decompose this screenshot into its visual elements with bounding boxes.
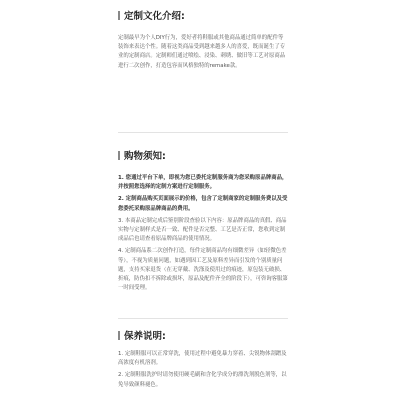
purchase-notice-item: 3. 本商品定制完成后鉴别阶段查验以下内容：原品牌商品的真假、商品实物与定制样式是否一致、配件是否完整、工艺是否正常，您收到定制成品后也请查看原品牌商品的使用情况。 xyxy=(118,217,287,243)
purchase-notice-list xyxy=(118,174,288,293)
section-divider xyxy=(118,132,288,133)
purchase-notice-item-emphasis: 2. 定制商品购买页面展示的价格，包含了定制商家的定制服务费以及受您委托采购原品牌商品的费用。 xyxy=(118,196,288,212)
purchase-notice-section xyxy=(118,148,288,296)
care-guide-item: 2. 定制鞋服洗护时请勿使用硬毛刷和含化学成分的漂洗剂脱色剂等，以免导致颜料褪色。 xyxy=(118,372,287,388)
customize-intro-section xyxy=(118,8,288,71)
care-guide-item: 1. 定制鞋服可以正常穿洗，使用过程中避免暴力穿着、尖锐物体刮蹭及高浓度有机溶剂。 xyxy=(118,351,287,367)
title-accent-bar xyxy=(118,331,120,340)
purchase-notice-item xyxy=(118,174,288,192)
care-guide-list xyxy=(118,350,288,390)
care-guide-section xyxy=(118,328,288,393)
customize-intro-title xyxy=(118,8,288,22)
purchase-notice-item: 4. 定制商品系二次创作打造，每件定制商品均有细微差异（如轻微色差等），不视为质量问题，如遇到因工艺及原料差异而引发的个别质量问题，支持买家退货（在无穿戴、洗涤及使用过的痕迹，原包装无破损、折痕，防伪扣不拆除或损坏，原品及配件齐全的阶段下），可咨询客服第一时间受理。 xyxy=(118,248,288,292)
purchase-notice-item-emphasis: 1. 您通过平台下单，即视为您已委托定制服务商为您采购原品牌商品，并按照您选择的定制方案进行定制服务。 xyxy=(118,175,288,191)
section-divider xyxy=(118,318,288,319)
customize-intro-title-text: 定制文化介绍: xyxy=(124,11,185,22)
care-guide-title-text: 保养说明: xyxy=(124,331,166,342)
title-accent-bar xyxy=(118,151,120,160)
purchase-notice-item xyxy=(118,195,288,213)
title-accent-bar xyxy=(118,11,120,20)
purchase-notice-title xyxy=(118,148,288,162)
purchase-notice-title-text: 购物须知: xyxy=(124,151,166,162)
customize-intro-body: 定制最早为个人DIY行为，爱好者将鞋服或其他商品通过简单的配件等装饰来表达个性。随着这类商品受到越来越多人的喜爱，既而诞生了专业的定制商店。定制师们通过喷绘、浸染、刺绣、做旧等工艺对原商品进行二次创作，打造包容而风格独特的remake款。 xyxy=(118,35,286,69)
care-guide-title xyxy=(118,328,288,342)
